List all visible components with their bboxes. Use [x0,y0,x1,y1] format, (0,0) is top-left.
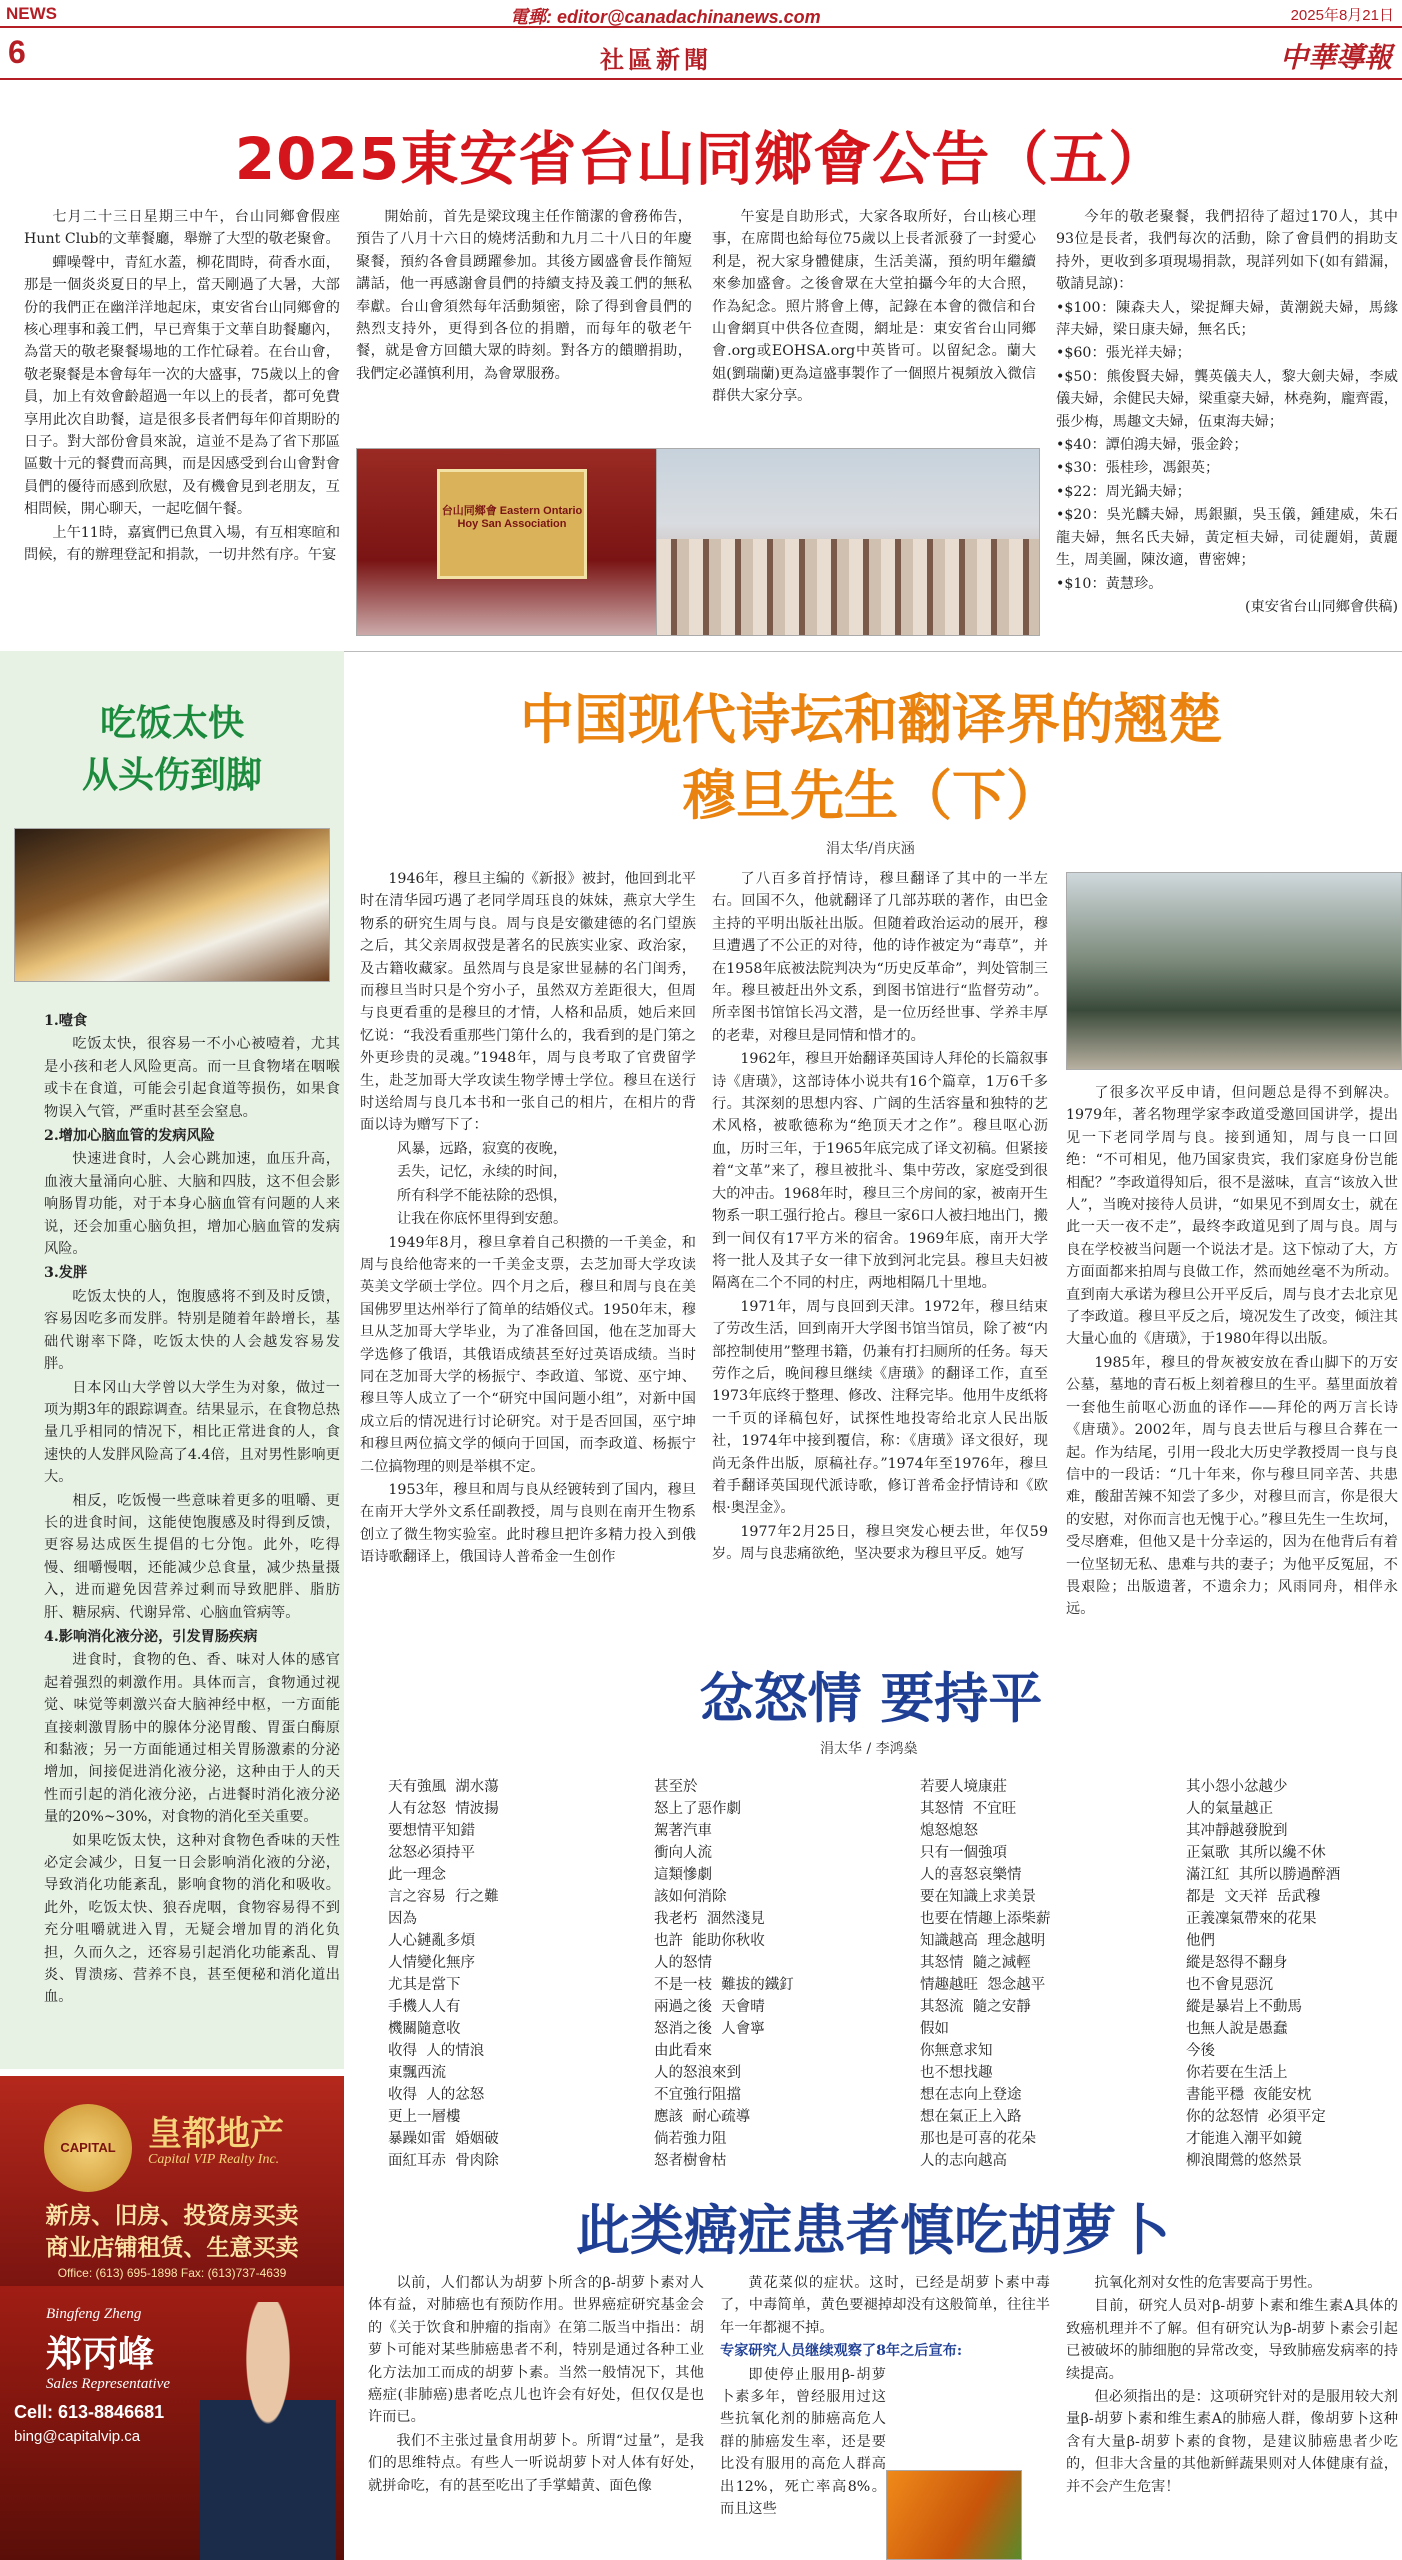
paragraph: •$100：陳森夫人，梁捉輝夫婦，黃潮鋭夫婦，馬緣萍夫婦，梁日康夫婦，無名氏； [1056,299,1398,339]
poem-line: 人的喜怒哀樂情 [920,1867,1022,1883]
paragraph: •$22：周光鍋夫婦； [1056,483,1191,500]
paragraph: •$20：吳光麟夫婦，馬銀顯，吳玉儀，鍾建威，朱石龍夫婦，無名氏夫婦，黃定桓夫婦，司徒麗娟，黃麗生，周美圖，陳汝適，曹密婢； [1056,507,1398,569]
paragraph: 上午11時，嘉賓們已魚貫入場，有互相寒暄和問候，有的辦理登記和捐款，一切井然有序。午宴 [24,524,340,564]
paragraph: 让我在你底怀里得到安憩。 [396,1211,568,1228]
ad-company-en: Capital VIP Realty Inc. [148,2152,280,2167]
poem-line: 滿江紅 其所以勝過醉酒 [1186,1867,1341,1883]
poem-line: 人的氣量越正 [1186,1801,1273,1817]
paragraph: 吃饭太快的人，饱腹感将不到及时反馈，容易因吃多而发胖。特别是随着年龄增长，基础代谢率下降，吃饭太快的人会越发容易发胖。 [44,1288,340,1373]
group-photo-crowd [657,539,1040,636]
newspaper-logo: 中華導報 [1279,41,1392,74]
paragraph: 1962年，穆旦开始翻译英国诗人拜伦的长篇叙事诗《唐璜》，这部诗体小说共有16个篇章，1万6千多行。其深刻的思想内容、广阔的生活容量和独特的艺术风格，被歌德称为“绝顶天才之作”。穆旦呕心沥血，历时三年，于1965年底完成了译文初稿。但紧接着“文革”来了，穆旦被批斗、集中劳改，家庭受到很大的冲击。1968年时，穆旦三个房间的家，被南开生物系一职工强行抢占。穆旦一家6口人被扫地出门，搬到一间仅有17平方米的宿舍。1969年底，南开大学将一批人及其子女一律下放到河北完县。穆旦夫妇被隔离在二个不同的村庄，两地相隔几十里地。 [712,1051,1048,1292]
ad-service-1: 新房、旧房、投资房买卖 [45,2203,299,2229]
poem-line: 縱是暴岩上不動馬 [1186,1999,1302,2015]
poem-line: 都是 文天祥 岳武穆 [1186,1889,1321,1905]
poem-line: 怒上了惡作劇 [654,1801,741,1817]
article3-byline: 涓太华 / 李鸿燊 [820,1741,918,1757]
article4-subhead: 专家研究人员继续观察了8年之后宣布: [720,2343,963,2360]
article3-headline: 忿怒情 要持平 [699,1667,1043,1730]
paragraph: 进食时，食物的色、香、味对人体的感官起着强烈的刺激作用。具体而言，食物通过视觉、味觉等刺激兴奋大脑神经中枢，一方面能直接刺激胃肠中的腺体分泌胃酸、胃蛋白酶原和黏液；另一方面能通过相关胃肠激素的分泌增加，间接促进消化液分泌，这种由于人的天性而引起的消化液分泌，占进餐时消化液分泌量的20%~30%，对食物的消化至关重要。 [44,1652,340,1826]
header-email[interactable]: 電郵: editor@canadachinanews.com [510,7,821,27]
agent-cell: Cell: 613-8846681 [14,2402,165,2422]
paragraph: •$60：張光祥夫婦； [1056,345,1191,362]
paragraph: 1946年，穆旦主编的《新报》被封，他回到北平时在清华园巧遇了老同学周珏良的妹妹，燕京大学生物系的研究生周与良。周与良是安徽建德的名门望族之后，其父亲周叔弢是著名的民族实业家、政治家，及古籍收藏家。虽然周与良是家世显赫的名门闺秀，而穆旦当时只是个穷小子，虽然双方差距很大，但周与良更看重的是穆旦的才情，人格和品质，她后来回忆说：“我没看重那些门第什么的，我看到的是门第之外更珍贵的灵魂。”1948年，周与良考取了官费留学生，赴芝加哥大学攻读生物学博士学位。穆旦在送行时送给周与良几本书和一张自己的相片，在相片的背面以诗为赠写下了： [360,871,696,1134]
poem-column-3 [920,1776,1170,2172]
poem-line: 其冲靜越發脫到 [1186,1823,1288,1839]
poem-line: 怒消之後 人會寧 [654,2021,765,2037]
ad-service-2: 商业店铺租赁、生意买卖 [45,2235,299,2261]
ad-logo-icon: CAPITAL [44,2104,132,2192]
article4-column-1 [368,2272,704,2560]
sidebar-headline [0,698,344,802]
poem-line: 他們 [1186,1933,1215,1949]
poem-line: 應該 耐心疏導 [654,2109,751,2125]
article4-headline: 此类癌症患者慎吃胡萝卜 [576,2199,1170,2262]
poem-line: 也無人說是愚蠢 [1186,2021,1288,2037]
poem-line: 今後 [1186,2043,1215,2059]
statue-photo [1066,872,1402,1070]
poem-line: 機關隨意收 [388,2021,461,2037]
poem-line: 要想情平知錯 [388,1823,475,1839]
poem-line: 由此看來 [654,2043,712,2059]
paragraph: •$50：熊俊賢夫婦，龔英儀夫人，黎大劍夫婦，李威儀夫婦，余健民夫婦，梁重豪夫婦，林堯夠，龐齊霞，張少梅，馬趣文夫婦，伍東海夫婦； [1056,368,1398,430]
poem-line: 想在氣正上入路 [920,2109,1022,2125]
poem-line: 言之容易 行之難 [388,1889,499,1905]
poem-line: 人心鏈亂多煩 [388,1933,475,1949]
poem-line: 那也是可喜的花朵 [920,2131,1036,2147]
paragraph: 1971年，周与良回到天津。1972年，穆旦结束了劳改生活，回到南开大学图书馆当馆员，除了被“内部控制使用”整理书籍，仍兼有打扫厕所的任务。每天劳作之后，晚间穆旦继续《唐璜》的翻译工作，直至1973年底终于整理、修改、注释完毕。他用牛皮纸将一千页的译稿包好，试探性地投寄给北京人民出版社，1974年中接到覆信，称：《唐璜》译文很好，现尚无条件出版，原稿社存。”1974年至1976年，穆旦着手翻译英国现代派诗歌，修订普希金抒情诗和《欧根·奥涅金》。 [712,1298,1048,1517]
poem-line: 收得 人的情浪 [388,2043,485,2059]
article2-headline-line2: 穆旦先生（下） [682,764,1060,827]
poem-line: 想在志向上登途 [920,2087,1022,2103]
poem-line: 更上一層樓 [388,2109,461,2125]
group-photo [656,448,1040,636]
poem-line: 人的怒情 [654,1955,712,1971]
poem-line: 收得 人的忿怒 [388,2087,485,2103]
poem-line: 也要在情趣上添柴薪 [920,1911,1051,1927]
section-title: 社區新聞 [600,45,712,74]
sidebar-headline-line1: 吃饭太快 [99,703,244,744]
sidebar-headline-line2: 从头伤到脚 [81,755,262,796]
poem-line: 手機人人有 [388,1999,461,2015]
realty-ad[interactable] [0,2076,344,2560]
paragraph: 七月二十三日星期三中午，台山同鄉會假座Hunt Club的文華餐廳，舉辦了大型的敬老聚會。 [24,209,340,248]
paragraph: 日本冈山大学曾以大学生为对象，做过一项为期3年的跟踪调查。结果显示，在食物总热量几乎相同的情况下，相比正常进食的人，食速快的人发胖风险高了4.4倍，且对男性影响更大。 [44,1379,340,1486]
paragraph: 蟬噪聲中，青紅水蓋，柳花間時，荷香水面，那是一個炎炎夏日的早上，當天剛過了大暑，大部份的我們正在幽洋洋地起床，東安省台山同鄉會的核心理事和義工們，早已齊集于文華自助餐廳內，為當天的敬老聚餐場地的工作忙碌着。在台山會，敬老聚餐是本會每年一次的大盛事，75歲以上的會員，加上有效會齡超過一年以上的長者，都可免費享用此次自助餐，這是很多長者們每年仰首期盼的日子。對大部份會員來說，這並不是為了省下那區區數十元的餐費而高興，而是因感受到台山會對會員們的優待而感到欣慰，及有機會見到老朋友，互相問候，開心聊天，一起吃個午餐。 [24,254,340,518]
paragraph: 但必须指出的是：这项研究针对的是服用较大剂量β-胡萝卜素和维生素A的肺癌人群，像胡萝卜这种含有大量β-胡萝卜素的食物，是建议肺癌患者少吃的，但非大含量的其他新鲜蔬果则对人体健康有益，并不会产生危害！ [1066,2389,1398,2495]
poem-line: 尤其是當下 [388,1977,461,1993]
paragraph: 1953年，穆旦和周与良从经镀转到了国内，穆旦在南开大学外文系任副教授，周与良则在南开生物系创立了微生物实验室。此时穆旦把许多精力投入到俄语诗歌翻译上，俄国诗人普希金一生创作 [360,1481,696,1566]
paragraph: 丢失，记忆，永续的时间， [396,1164,568,1181]
poem-line: 知識越高 理念越明 [920,1933,1046,1949]
poem-column-1 [388,1776,638,2172]
ad-services [14,2200,330,2264]
article2-headline-line1: 中国现代诗坛和翻译界的翘楚 [520,688,1222,751]
sidebar-body [44,1008,340,2064]
poem-line: 此一理念 [388,1867,446,1883]
poem-column-4 [1186,1776,1400,2172]
poem-line: 縱是怒得不翻身 [1186,1955,1288,1971]
paragraph: 了很多次平反申请，但问题总是得不到解决。1979年，著名物理学家李政道受邀回国讲学，提出见一下老同学周与良。接到通知，周与良一口回绝：“不可相见，他乃国家贵宾，我们家庭身份岂能相配？”李政道得知后，很不是滋味，直言“该放入世人”，当晚对接待人员讲，“如果见不到周女士，就在此一天一夜不走”，最终李政道见到了周与良。周与良在学校被当问题一个说法才是。这下惊动了大，方方面面都来拍周与良做工作，然而她丝毫不为所动。直到南大承诺为穆旦公开平反后，周与良才去北京见了李政道。穆旦平反之后，境况发生了改变，倾注其大量心血的《唐璜》，于1980年得以出版。 [1066,1085,1398,1348]
page-number: 6 [8,34,26,70]
poem-line: 若要人境康莊 [920,1779,1007,1795]
poem-line: 我老朽 涸然淺見 [654,1911,765,1927]
poem-line: 天有強風 湖水蕩 [388,1779,499,1795]
poem-line: 要在知識上求美景 [920,1889,1036,1905]
poem-line: 面紅耳赤 骨肉除 [388,2153,499,2169]
paragraph: 即使停止服用β-胡萝卜素多年，曾经服用过这些抗氧化剂的肺癌高危人群的肺癌发生率，还是要比没有服用的高危人群高出12%，死亡率高8%。而且这些 [720,2366,886,2518]
photo-banner-caption: 台山同鄉會 Eastern Ontario Hoy San Association [437,469,587,579]
paragraph: 了八百多首抒情诗，穆旦翻译了其中的一半左右。回国不久，他就翻译了几部苏联的著作，由巴金主持的平明出版社出版。但随着政治运动的展开，穆旦遭遇了不公正的对待，他的诗作被定为“毒草”，并在1958年底被法院判决为“历史反革命”，判处管制三年。穆旦被赶出外文系，到图书馆进行“监督劳动”。所幸图书馆馆长冯文潜，是一位历经世事、学养丰厚的老辈，对穆旦是同情和惜才的。 [712,871,1048,1044]
article2-column-2 [712,868,1048,1640]
poem-line: 柳浪聞鶯的悠然景 [1186,2153,1302,2169]
food-photo [14,828,330,982]
paragraph: •$30：張桂珍，馮銀英； [1056,460,1220,477]
poem-line: 不是一枝 難拔的鐵釘 [654,1977,794,1993]
paragraph: 抗氧化剂对女性的危害要高于男性。 [1094,2275,1322,2291]
paragraph: 開始前，首先是梁玟瑰主任作簡潔的會務佈告，預告了八月十六日的燒烤活動和九月二十八日的年慶聚餐，預約各會員踴躍參加。其後方國盛會長作簡短講話，他一再感謝會員們的持續支持及義工們的無私奉獻。台山會須然每年活動頻密，除了得到會員們的熱烈支持外，更得到各位的捐贈，而每年的敬老午餐，就是會方回饋大眾的時刻。對各方的饋贈捐助，我們定必謹慎利用，為會眾服務。 [356,209,692,382]
paragraph: 午宴是自助形式，大家各取所好，台山核心理事，在席間也給每位75歲以上長者派發了一封愛心利是，祝大家身體健康，生活美滿，預約明年繼續來參加盛會。之後會眾在大堂拍攝今年的大合照，作為紀念。照片將會上傳，記錄在本會的微信和台山會網頁中供各位查閱，網址是：東安省台山同鄉會.org或EOHSA.org中英皆可。以留紀念。蘭大姐(劉瑞蘭)更為這盛事製作了一個照片視頻放入微信群供大家分享。 [712,209,1036,405]
paragraph: •$40：譚伯鴻夫婦，張金鈴； [1056,437,1248,454]
sidebar-subhead: 1.噎食 [44,1013,88,1029]
banner-photo [356,448,672,636]
poem-line: 情趣越旺 怨念越平 [920,1977,1046,1993]
poem-line: 駕著汽車 [654,1823,712,1839]
paragraph: 所有科学不能祛除的恐惧， [396,1187,568,1204]
ad-office-phone: Office: (613) 695-1898 Fax: (613)737-4639 [57,2266,287,2280]
poem-line: 假如 [920,2021,949,2037]
donation-intro: 今年的敬老聚餐，我們招待了超过170人，其中93位是長者，我們每次的活動，除了會員們的捐助支持外，更收到多項現場捐款，現詳列如下(如有錯漏，敬請見諒)： [1056,209,1398,293]
poem-line: 暴躁如雷 婚姻破 [388,2131,499,2147]
ad-company-name: 皇都地产 [148,2114,284,2154]
paragraph: 相反，吃饭慢一些意味着更多的咀嚼、更长的进食时间，这能使饱腹感及时得到反馈，更容易达成医生提倡的七分饱。此外，吃得慢、细嚼慢咽，还能减少总食量，减少热量摄入，进而避免因营养过剩而导致肥胖、脂肪肝、糖尿病、代谢异常、心脑血管病等。 [44,1492,340,1621]
paragraph: 吃饭太快，很容易一不小心被噎着，尤其是小孩和老人风险更高。而一旦食物堵在咽喉或卡在食道，可能会引起食道等损伤，如果食物误入气管，严重时甚至会窒息。 [44,1036,340,1120]
poem-line: 人情變化無序 [388,1955,475,1971]
poem-line: 倘若強力阻 [654,2131,727,2147]
poem-line: 熄怒熄怒 [920,1823,978,1839]
agent-name-en: Bingfeng Zheng [46,2306,142,2322]
poem-line: 人有忿怒 情波揚 [388,1801,499,1817]
article2-column-1 [360,868,696,1640]
article1-column-1 [24,206,340,646]
poem-line: 也不會見惡沉 [1186,1977,1273,1993]
paragraph: 1949年8月，穆旦拿着自己积攒的一千美金，和周与良给他寄来的一千美金支票，去芝加哥大学攻读英美文学硕士学位。四个月之后，穆旦和周与良在美国佛罗里达州举行了简单的结婚仪式。1950年末，穆旦从芝加哥大学毕业，为了准备回国，他在芝加哥大学选修了俄语，其俄语成绩甚至好过英语成绩。当时同在芝加哥大学的杨振宁、李政道、邹谠、巫宁坤、穆旦等人成立了一个“研究中国问题小组”，对新中国成立后的情况进行讨论研究。对于是否回国，巫宁坤和穆旦两位搞文学的倾向于回国，而李政道、杨振宁二位搞物理的则是举棋不定。 [360,1234,696,1475]
sidebar-subhead: 4.影响消化液分泌，引发胃肠疾病 [44,1628,258,1645]
poem-line: 因為 [388,1911,417,1927]
poem-line: 這類慘劇 [654,1867,712,1883]
poem-line: 也許 能助你秋收 [654,1933,765,1949]
section-label: NEWS [6,4,57,23]
poem-line: 其怒流 隨之安靜 [920,1999,1031,2015]
poem-line: 書能平穩 夜能安枕 [1186,2087,1312,2103]
sidebar-subhead: 2.增加心脑血管的发病风险 [44,1128,215,1145]
paragraph: 风暴，远路，寂寞的夜晚， [396,1140,568,1157]
poem-line: 你的忿怒情 必須平定 [1186,2109,1326,2125]
carrot-photo [886,2470,1022,2560]
sidebar-subhead: 3.发胖 [44,1265,88,1282]
poem-line: 忿怒必須持平 [388,1845,475,1861]
agent-role: Sales Representative [46,2376,170,2392]
poem-line: 正義凜氣帶來的花果 [1186,1911,1317,1927]
poem-line: 才能進入潮平如鏡 [1186,2131,1302,2147]
agent-name: 郑丙峰 [46,2334,155,2375]
paragraph: 黄花菜似的症状。这时，已经是胡萝卜素中毒了，中毒简单，黄色要褪掉却没有这般简单，往往半年一年都褪不掉。 [720,2275,1050,2336]
article1-credit: (東安省台山同鄉會供稿) [1245,598,1398,615]
paragraph: 目前，研究人员对β-胡萝卜素和维生素A具体的致癌机理并不了解。但有研究认为β-胡萝卜素会引起已被破坏的肺细胞的异常改变，导致肺癌发病率的持续提高。 [1066,2298,1398,2382]
poem-line: 東飄西流 [388,2065,446,2081]
paragraph: 1977年2月25日，穆旦突发心梗去世，年仅59岁。周与良悲痛欲绝，坚决要求为穆旦平反。她写 [712,1523,1048,1563]
paragraph: 快速进食时，人会心跳加速，血压升高，血液大量涌向心脏、大脑和四肢，这不但会影响肠胃功能，对于本身心脑血管有问题的人来说，还会加重心脑负担，增加心脑血管的发病风险。 [44,1151,340,1258]
poem-line: 該如何消除 [654,1889,727,1905]
poem-line: 其小怨小忿越少 [1186,1779,1288,1795]
poem-line: 其怒情 不宜旺 [920,1801,1017,1817]
poem-line: 衝向人流 [654,1845,712,1861]
poem-line: 人的志向越高 [920,2153,1007,2169]
paragraph: •$10：黃慧珍。 [1056,575,1163,592]
poem-line: 其怒情 隨之減輕 [920,1955,1031,1971]
poem-line: 人的怒浪來到 [654,2065,741,2081]
article2-headline [340,682,1402,834]
poem-line: 你若要在生活上 [1186,2065,1288,2081]
article1-headline: 2025東安省台山同鄉會公告（五） [234,125,1168,193]
poem-column-2 [654,1776,904,2172]
paragraph: 以前，人们都认为胡萝卜所含的β-胡萝卜素对人体有益，对肺癌也有预防作用。世界癌症研究基金会的《关于饮食和肿瘤的指南》在第二版当中指出：胡萝卜可能对某些肺癌患者不利，特别是通过各种工业化方法加工而成的胡萝卜素。当然一般情况下，其他癌症(非肺癌)患者吃点儿也许会有好处，但仅仅是也许而已。 [368,2275,704,2426]
article1-column-4 [1056,206,1398,646]
article2-column-3 [1066,1082,1398,1640]
poem-line: 你無意求知 [920,2043,993,2059]
article1-column-2 [356,206,692,442]
poem-line: 正氣歌 其所以纔不休 [1186,1845,1326,1861]
header-rule [0,78,1402,80]
poem-line: 怒者樹會枯 [654,2153,727,2169]
agent-email[interactable]: bing@capitalvip.ca [14,2428,141,2445]
paragraph: 我们不主张过量食用胡萝卜。所谓“过量”，是我们的思维特点。有些人一听说胡萝卜对人体有好处，就拼命吃，有的甚至吃出了手掌蜡黄、面色像 [368,2432,704,2494]
paragraph: 如果吃饭太快，这种对食物色香味的天性必定会减少，日复一日会影响消化液的分泌，导致消化功能紊乱，影响食物的消化和吸收。此外，吃饭太快、狼吞虎咽，食物容易得不到充分咀嚼就进入胃，无疑会增加胃的消化负担，久而久之，还容易引起消化功能紊乱、胃炎、胃溃疡、营养不良，甚至便秘和消化道出血。 [44,1832,340,2006]
poem-line: 兩過之後 天會晴 [654,1999,765,2015]
poem-line: 甚至於 [654,1779,698,1795]
article1-column-3 [712,206,1036,442]
poem-line: 只有一個強項 [920,1845,1007,1861]
agent-photo [200,2302,336,2560]
article4-column-3 [1066,2272,1398,2560]
issue-date: 2025年8月21日 [1290,7,1394,24]
poem-line: 也不想找趣 [920,2065,993,2081]
poem-line: 不宜強行阻擋 [654,2087,741,2103]
article2-byline: 涓太华/肖庆涵 [826,841,915,857]
paragraph: 1985年，穆旦的骨灰被安放在香山脚下的万安公墓，墓地的青石板上刻着穆旦的生平。墓里面放着一套他生前呕心沥血的译作——拜伦的两万言长诗《唐璜》。2002年，周与良去世后与穆旦合葬在一起。作为结尾，引用一段北大历史学教授周一良与良信中的一段话：“几十年来，你与穆旦同辛苦、共患难，酸甜苦辣不知尝了多少，对穆旦而言，你是很大的安慰，对你而言也无愧于心。”穆旦先生一生坎坷，受尽磨难，但他又是十分幸运的，因为在他背后有着一位坚韧无私、患难与共的妻子；为他平反冤屈，不畏艰险；出版遗著，不遗余力；风雨同舟，相伴永远。 [1066,1354,1398,1618]
